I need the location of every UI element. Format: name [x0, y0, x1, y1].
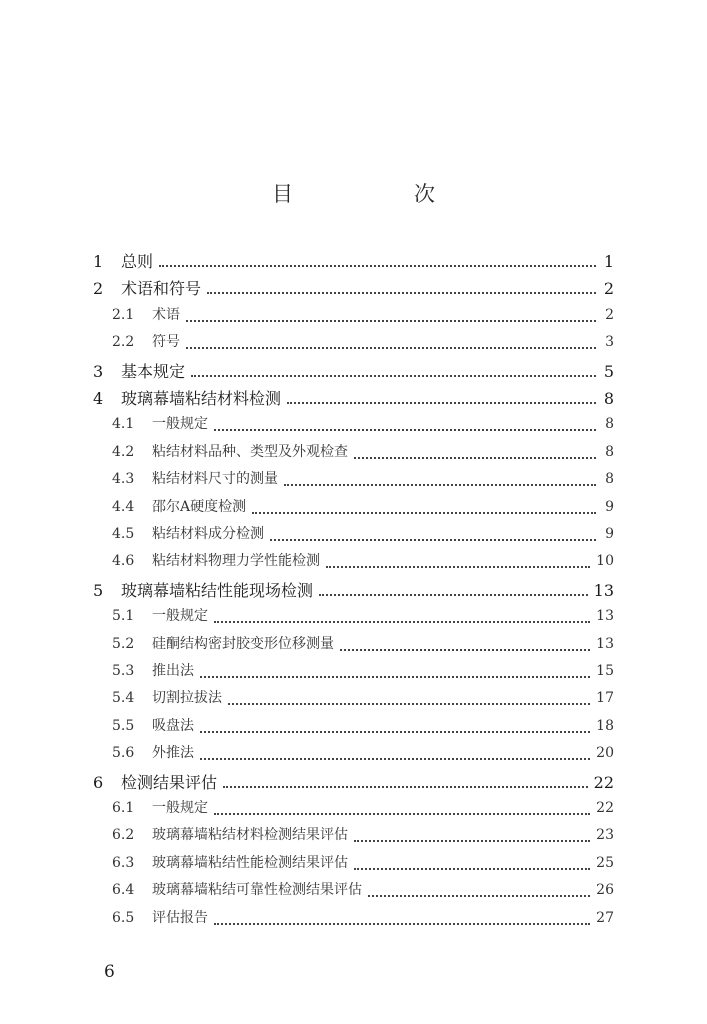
toc-entry-number: 6.4 — [112, 882, 135, 899]
toc-entry-page: 13 — [593, 580, 614, 600]
toc-entry-label: 邵尔A硬度检测 — [152, 498, 247, 515]
toc-entry-page: 17 — [596, 690, 614, 707]
toc-entry[interactable] — [112, 852, 614, 874]
dot-leader — [200, 731, 590, 733]
toc-entry-label: 玻璃幕墙粘结可靠性检测结果评估 — [152, 882, 362, 899]
toc-entry-label: 玻璃幕墙粘结材料检测结果评估 — [152, 827, 348, 844]
toc-entry-page: 18 — [596, 717, 614, 734]
toc-entry-page: 2 — [603, 279, 614, 299]
toc-entry[interactable] — [112, 660, 614, 682]
toc-entry-number: 6.3 — [112, 854, 135, 871]
toc-entry[interactable] — [112, 413, 614, 435]
toc-entry[interactable] — [112, 687, 614, 709]
toc-entry-label: 符号 — [152, 334, 180, 351]
toc-entry-label: 总则 — [121, 252, 154, 271]
dot-leader — [368, 895, 590, 897]
toc-entry-number: 4.3 — [112, 471, 135, 488]
toc-entry[interactable] — [93, 578, 614, 600]
dot-leader — [200, 676, 590, 678]
toc-entry-number: 4.1 — [112, 416, 135, 433]
toc-entry-label: 粘结材料成分检测 — [152, 526, 264, 542]
toc-entry-number: 5.4 — [112, 690, 135, 707]
toc-entry-page: 25 — [596, 854, 614, 871]
dot-leader — [354, 457, 596, 459]
toc-entry-number: 2.2 — [112, 334, 135, 351]
dot-leader — [207, 292, 596, 294]
toc-entry-label: 术语 — [152, 306, 180, 323]
toc-entry-number: 6 — [93, 772, 104, 792]
toc-entry-page: 3 — [605, 334, 614, 351]
toc-entry[interactable] — [112, 797, 614, 819]
toc-entry-label: 粘结材料品种、类型及外观检查 — [152, 443, 348, 460]
toc-entry-label: 术语和符号 — [121, 279, 202, 299]
toc-entry-label: 玻璃幕墙粘结性能现场检测 — [121, 580, 314, 600]
toc-entry-number: 2.1 — [112, 306, 135, 323]
toc-entry-page: 13 — [596, 608, 614, 625]
dot-leader — [270, 539, 596, 541]
toc-entry-number: 5.2 — [112, 635, 135, 652]
toc-entry[interactable] — [112, 742, 614, 764]
toc-entry-label: 基本规定 — [121, 361, 186, 381]
dot-leader — [228, 703, 590, 705]
toc-entry[interactable] — [112, 879, 614, 901]
toc-entry-number: 6.2 — [112, 827, 135, 844]
toc-title: 目 次 — [272, 182, 485, 206]
toc-entry-page: 8 — [605, 471, 614, 488]
toc-entry-label: 一般规定 — [152, 800, 208, 816]
toc-entry-page: 20 — [596, 745, 614, 762]
toc-entry-number: 1 — [93, 252, 104, 271]
toc-entry[interactable] — [112, 824, 614, 846]
toc-entry-number: 4.5 — [112, 526, 135, 542]
toc-entry[interactable] — [112, 605, 614, 627]
toc-entry-number: 4.2 — [112, 443, 135, 460]
toc-entry-page: 13 — [596, 635, 614, 652]
toc-entry[interactable] — [93, 386, 614, 408]
toc-entry-label: 外推法 — [152, 745, 194, 762]
page-number: 6 — [104, 962, 115, 982]
toc-entry[interactable] — [112, 633, 614, 655]
toc-entry-page: 8 — [605, 443, 614, 460]
toc-entry-page: 1 — [603, 252, 614, 271]
toc-entry[interactable] — [112, 496, 614, 518]
toc-entry[interactable] — [112, 907, 614, 929]
dot-leader — [354, 868, 590, 870]
toc-entry-number: 2 — [93, 279, 104, 299]
dot-leader — [340, 649, 590, 651]
toc-entry-label: 硅酮结构密封胶变形位移测量 — [152, 635, 334, 652]
toc-entry-number: 5.5 — [112, 717, 135, 734]
toc-entry[interactable] — [112, 468, 614, 490]
dot-leader — [319, 594, 588, 596]
toc-entry-label: 玻璃幕墙粘结性能检测结果评估 — [152, 854, 348, 871]
toc-entry-number: 5.1 — [112, 608, 135, 625]
toc-entry-label: 粘结材料尺寸的测量 — [152, 471, 278, 488]
toc-entry[interactable] — [112, 441, 614, 463]
toc-entry-page: 5 — [603, 361, 614, 381]
toc-entry-label: 切割拉拔法 — [152, 690, 222, 707]
toc-entry-number: 5.6 — [112, 745, 135, 762]
dot-leader — [191, 375, 596, 377]
toc-entry-page: 9 — [605, 498, 614, 515]
dot-leader — [284, 484, 596, 486]
dot-leader — [214, 429, 596, 431]
toc-entry[interactable] — [112, 715, 614, 737]
toc-entry[interactable] — [93, 249, 614, 271]
toc-entry-label: 粘结材料物理力学性能检测 — [152, 553, 320, 570]
toc-entry-page: 8 — [603, 389, 614, 408]
toc-entry-number: 5 — [93, 580, 104, 600]
toc-entry-label: 推出法 — [152, 663, 194, 679]
toc-entry[interactable] — [112, 523, 614, 545]
toc-entry-number: 3 — [93, 361, 104, 381]
toc-entry-page: 26 — [596, 882, 614, 899]
dot-leader — [200, 758, 590, 760]
toc-entry-label: 检测结果评估 — [121, 772, 218, 792]
toc-entry-label: 评估报告 — [152, 909, 208, 926]
toc-entry-page: 22 — [596, 800, 614, 816]
toc-entry-page: 10 — [596, 553, 614, 570]
toc-entry-number: 4 — [93, 389, 104, 408]
dot-leader — [159, 265, 596, 267]
toc-entry-page: 23 — [596, 827, 614, 844]
toc-entry-number: 6.1 — [112, 800, 135, 816]
toc-entry[interactable] — [112, 331, 614, 353]
dot-leader — [214, 923, 590, 925]
toc-entry-page: 15 — [596, 663, 614, 679]
dot-leader — [354, 840, 590, 842]
toc-entry[interactable] — [93, 770, 614, 792]
toc-entry-number: 6.5 — [112, 909, 135, 926]
dot-leader — [214, 621, 590, 623]
dot-leader — [326, 566, 590, 568]
toc-entry[interactable] — [93, 276, 614, 298]
toc-entry-label: 玻璃幕墙粘结材料检测 — [121, 389, 282, 408]
toc-entry-number: 4.4 — [112, 498, 135, 515]
toc-entry-page: 22 — [593, 772, 614, 792]
toc-entry-page: 8 — [605, 416, 614, 433]
dot-leader — [252, 512, 596, 514]
toc-entry-label: 一般规定 — [152, 608, 208, 625]
dot-leader — [186, 347, 596, 349]
toc-entry[interactable] — [93, 359, 614, 381]
toc-entry[interactable] — [112, 304, 614, 326]
dot-leader — [223, 786, 588, 788]
toc-entry-label: 一般规定 — [152, 416, 208, 433]
toc-entry-label: 吸盘法 — [152, 717, 194, 734]
dot-leader — [287, 402, 596, 404]
toc-entry-number: 5.3 — [112, 663, 135, 679]
toc-entry-page: 27 — [596, 909, 614, 926]
toc-entry-page: 2 — [605, 306, 614, 323]
toc-entry[interactable] — [112, 550, 614, 572]
toc-entry-number: 4.6 — [112, 553, 135, 570]
toc-entry-page: 9 — [605, 526, 614, 542]
dot-leader — [214, 813, 590, 815]
dot-leader — [186, 320, 596, 322]
